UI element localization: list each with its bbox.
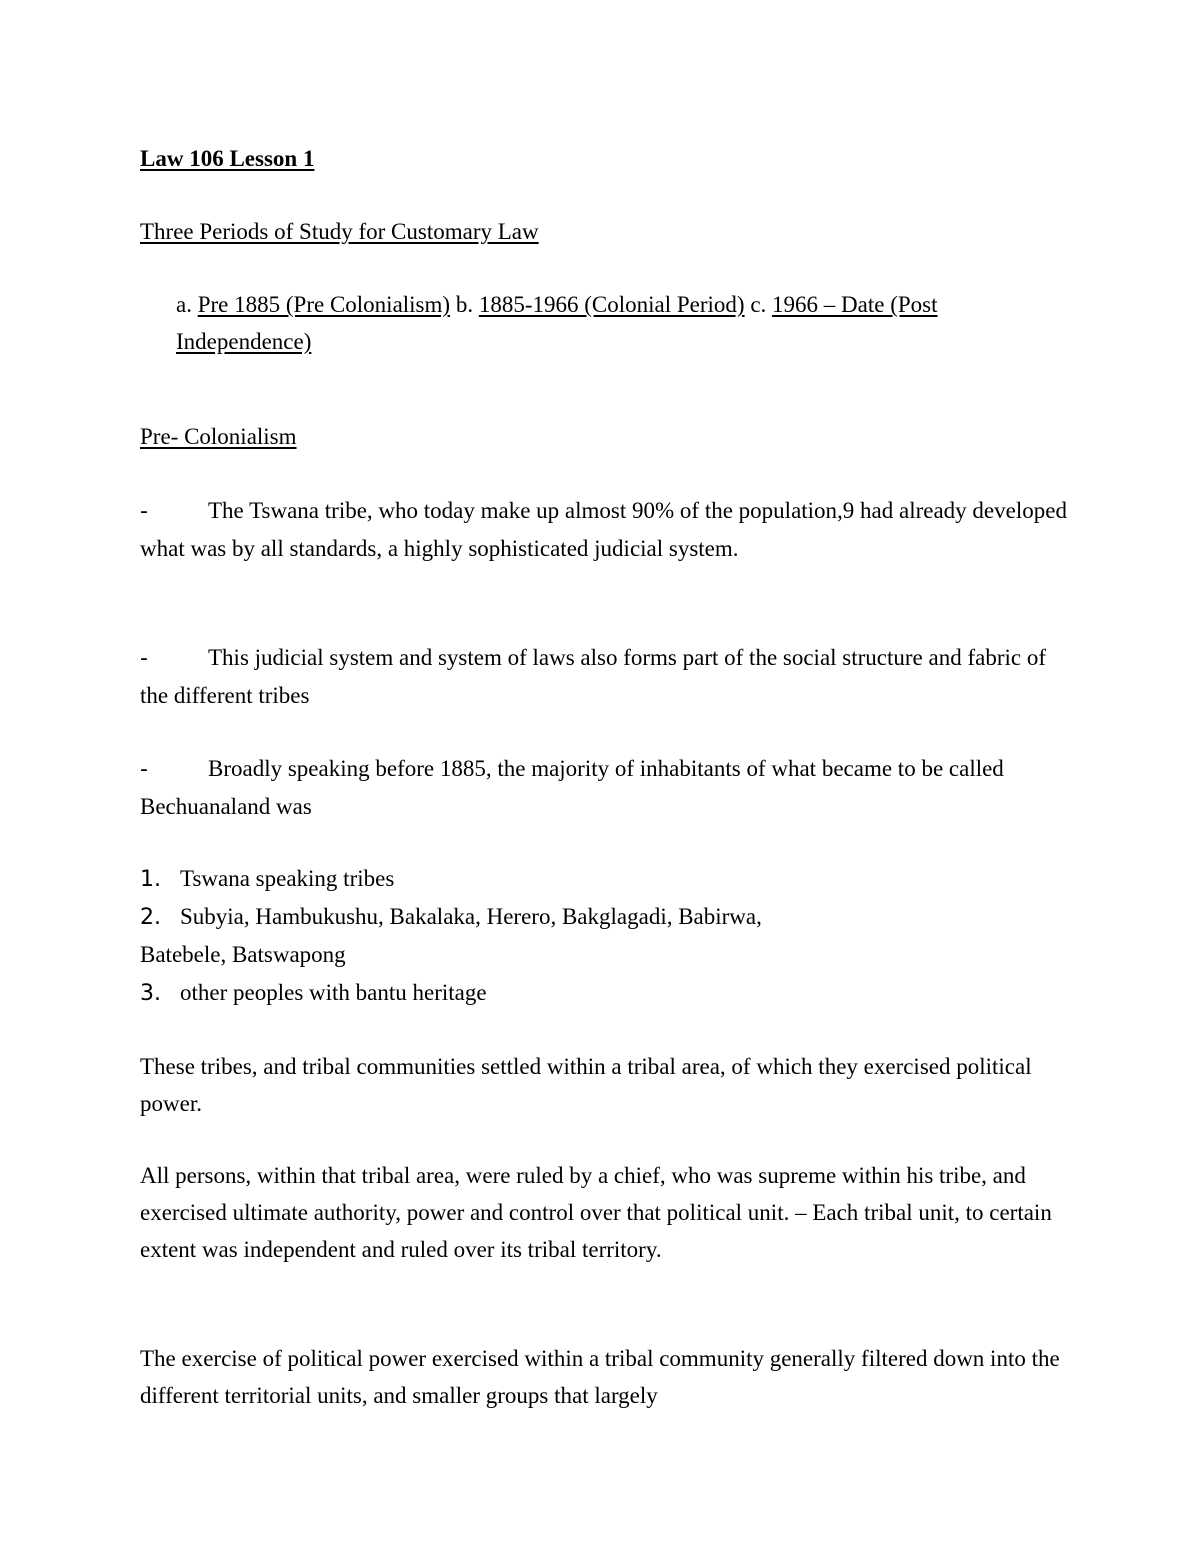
body-paragraph: The exercise of political power exercised within a tribal community generally filtered down into the different territorial units, and smaller groups that largely	[140, 1346, 1060, 1408]
list-item	[140, 898, 1070, 973]
body-paragraph: All persons, within that tribal area, were ruled by a chief, who was supreme within his tribe, and exercised ultimate authority, power and control over that political unit. – Each tribal unit, to certain extent was independent and ruled over its tribal territory.	[140, 1163, 1052, 1262]
list-number: 3.	[140, 981, 161, 1006]
bullet-text: This judicial system and system of laws also forms part of the social structure and fabric of the different tribes	[140, 645, 1047, 708]
list-text: other peoples with bantu heritage	[180, 980, 487, 1005]
period-c: 1966 – Date (Post Independence)	[176, 292, 938, 354]
document-subtitle: Three Periods of Study for Customary Law	[140, 219, 539, 244]
period-a-prefix: a.	[176, 292, 192, 317]
document-title: Law 106 Lesson 1	[140, 146, 315, 171]
bullet-marker: -	[140, 499, 148, 524]
bullet-marker: -	[140, 757, 148, 782]
bullet-marker: -	[140, 646, 148, 671]
body-paragraph: These tribes, and tribal communities settled within a tribal area, of which they exercised political power.	[140, 1054, 1032, 1116]
section-heading: Pre- Colonialism	[140, 424, 297, 449]
bullet-item	[140, 639, 1070, 714]
periods-list	[176, 286, 1056, 360]
period-a: Pre 1885 (Pre Colonialism)	[197, 292, 451, 317]
bullet-text: Broadly speaking before 1885, the majority of inhabitants of what became to be called Bechuanaland was	[140, 756, 1004, 819]
period-b: 1885-1966 (Colonial Period)	[478, 292, 745, 317]
list-item	[140, 860, 1070, 898]
list-text: Tswana speaking tribes	[180, 866, 395, 891]
bullet-item	[140, 750, 1070, 825]
list-number: 2.	[140, 905, 161, 930]
period-c-prefix: c.	[750, 292, 767, 317]
bullet-text: The Tswana tribe, who today make up almost 90% of the population,9 had already developed what was by all standards, a highly sophisticated judicial system.	[140, 498, 1067, 561]
period-b-prefix: b.	[455, 292, 474, 317]
list-item	[140, 974, 1070, 1012]
bullet-item	[140, 492, 1070, 567]
list-text-continued: Batebele, Batswapong	[140, 942, 346, 967]
list-number: 1.	[140, 867, 161, 892]
list-text: Subyia, Hambukushu, Bakalaka, Herero, Bakglagadi, Babirwa,	[180, 904, 762, 929]
